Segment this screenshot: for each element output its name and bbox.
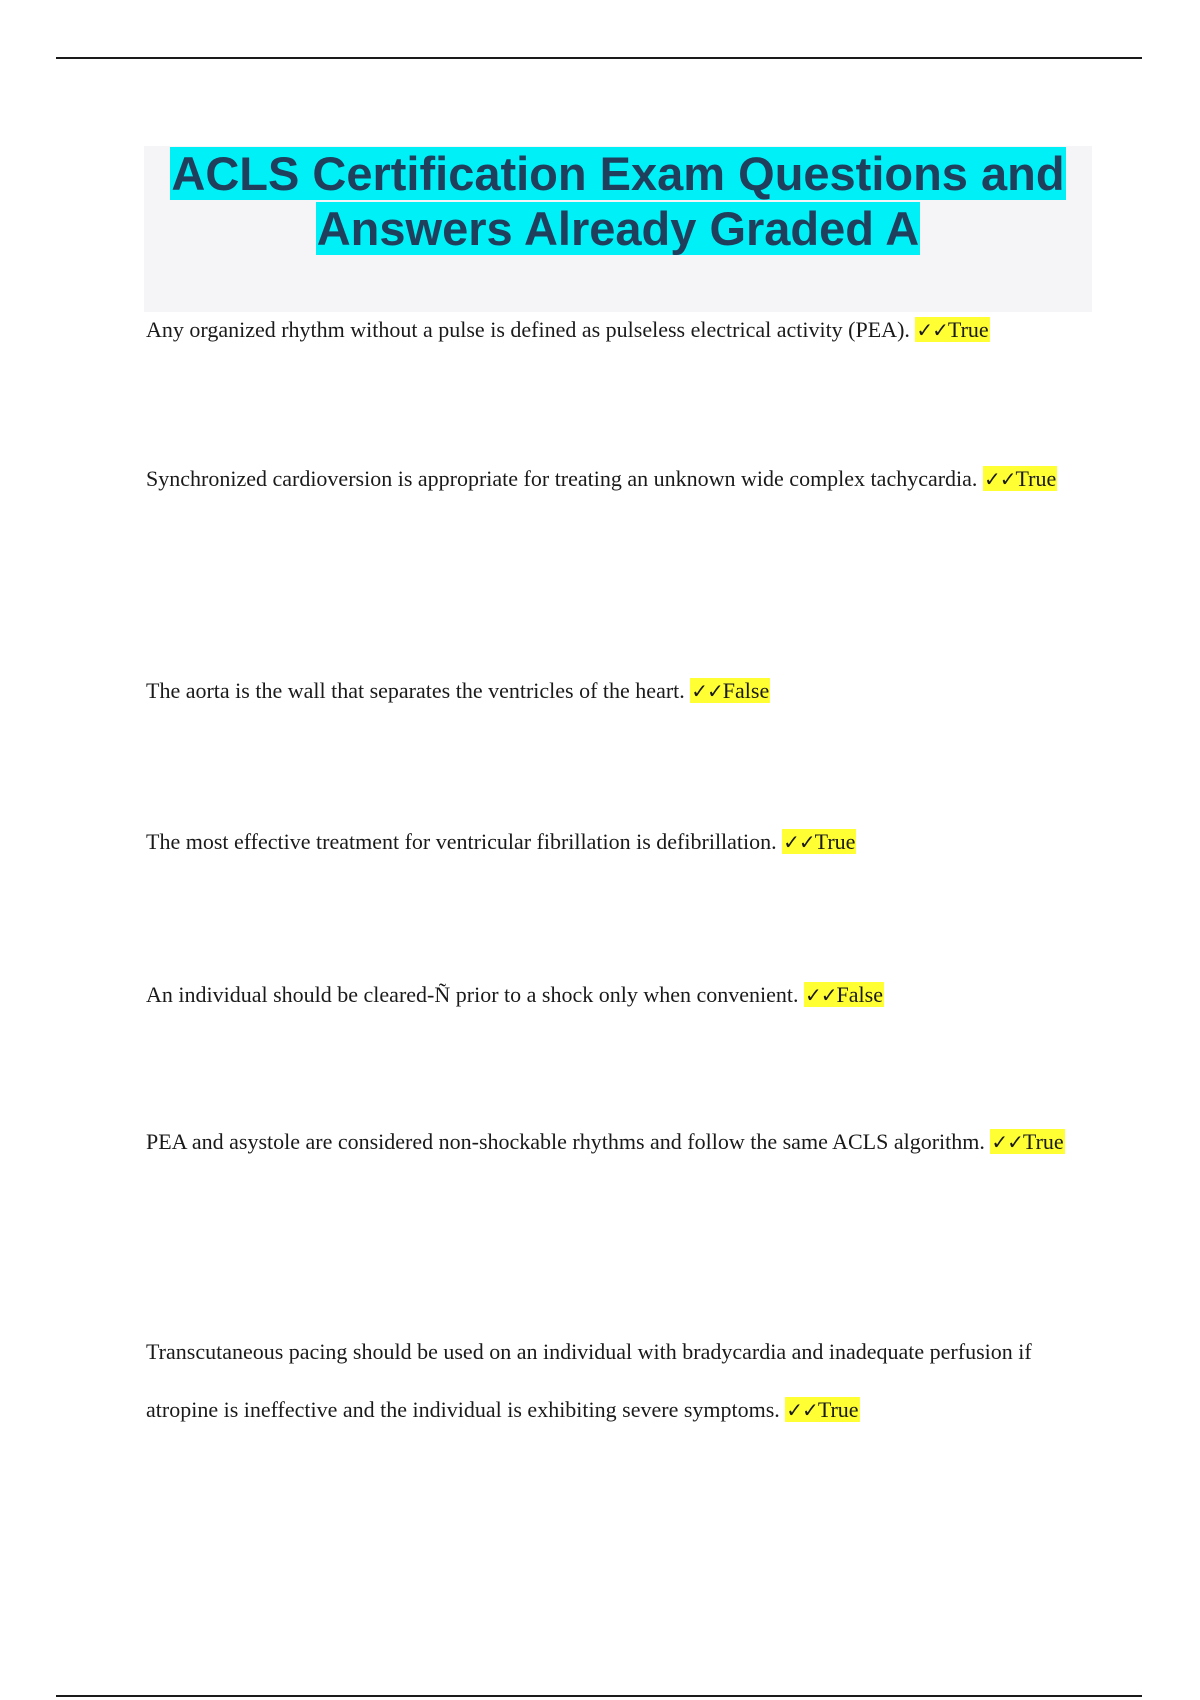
answer-highlight [785,1397,859,1422]
double-check-icon: ✓✓ [983,467,1016,491]
footer-rule [56,1695,1142,1697]
qa-item [146,450,1086,508]
answer-text: True [1015,466,1057,491]
answer-highlight [990,1129,1064,1154]
answer-text: True [947,317,989,342]
question-text: The aorta is the wall that separates the ventricles of the heart. [146,678,685,703]
question-text: Synchronized cardioversion is appropriate for treating an unknown wide complex tachycardia. [146,466,978,491]
answer-text: False [722,678,770,703]
qa-item [146,1113,1086,1171]
question-text: Any organized rhythm without a pulse is defined as pulseless electrical activity (PEA). [146,317,910,342]
double-check-icon: ✓✓ [991,1130,1023,1154]
title-line-2: Answers Already Graded A [316,202,920,255]
qa-item [146,966,1086,1024]
document-title [144,146,1092,256]
qa-item [146,1323,1086,1439]
header-rule [56,57,1142,59]
question-text: Transcutaneous pacing should be used on an individual with bradycardia and inadequate perfusion if atropine is ineffective and the individual is exhibiting severe symptoms. [146,1339,1032,1422]
qa-item [146,662,1086,720]
answer-text: True [817,1397,859,1422]
title-block [144,146,1092,312]
question-text: An individual should be cleared-Ñ prior to a shock only when convenient. [146,982,799,1007]
answer-text: True [1022,1129,1064,1154]
qa-item [146,301,1086,359]
title-line-1: ACLS Certification Exam Questions and [171,147,1065,200]
answer-highlight [690,678,770,703]
answer-highlight [782,829,856,854]
answer-highlight [804,982,884,1007]
question-text: The most effective treatment for ventricular fibrillation is defibrillation. [146,829,777,854]
qa-item [146,813,1086,871]
answer-text: True [814,829,856,854]
double-check-icon: ✓✓ [691,679,723,703]
double-check-icon: ✓✓ [916,318,948,342]
answer-text: False [836,982,883,1007]
double-check-icon: ✓✓ [805,983,837,1007]
answer-highlight [983,466,1057,491]
question-text: PEA and asystole are considered non-shockable rhythms and follow the same ACLS algorithm. [146,1129,985,1154]
answer-highlight [915,317,989,342]
double-check-icon: ✓✓ [783,830,815,854]
double-check-icon: ✓✓ [786,1398,818,1422]
